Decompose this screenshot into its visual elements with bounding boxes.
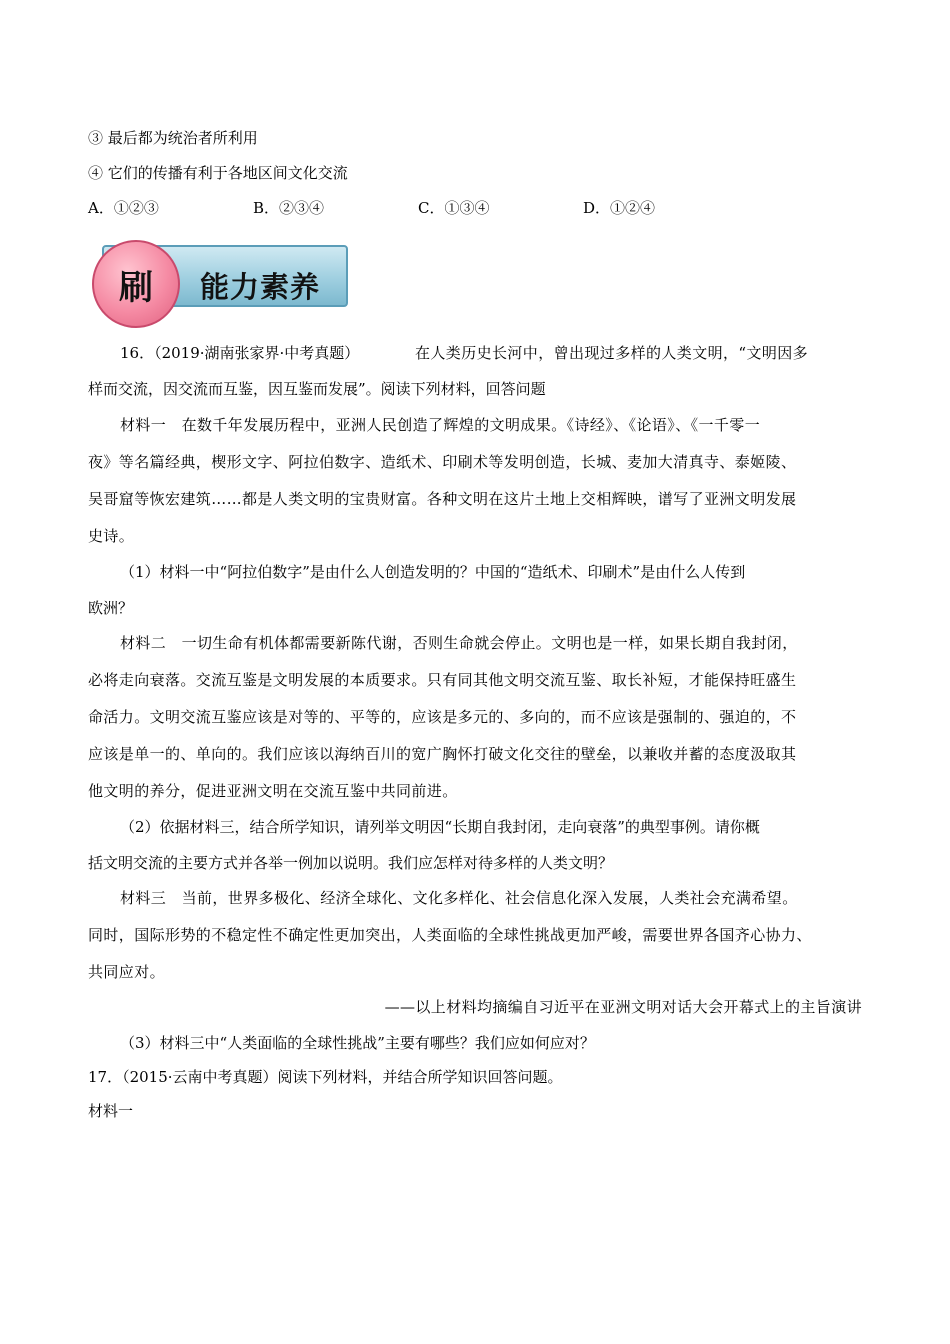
q16-question1-line2: 欧洲？ <box>88 599 134 617</box>
q16-material3-line1: 材料三 当前，世界多极化、经济全球化、文化多样化、社会信息化深入发展，人类社会充满希望。 <box>120 889 798 907</box>
q16-material3-line2: 同时，国际形势的不稳定性不确定性更加突出，人类面临的全球性挑战更加严峻，需要世界各国齐心协力、 <box>88 926 812 944</box>
q17-material1-label: 材料一 <box>88 1102 134 1120</box>
q16-source: ——以上材料均摘编自习近平在亚洲文明对话大会开幕式上的主旨演讲 <box>384 998 862 1016</box>
q16-material2-line5: 他文明的养分，促进亚洲文明在交流互鉴中共同前进。 <box>88 782 458 800</box>
option-item-3: ③ 最后都为统治者所利用 <box>88 129 258 147</box>
choice-c: C．①③④ <box>418 199 490 217</box>
q16-material1-line4: 史诗。 <box>88 527 135 545</box>
q16-question2-line2: 括文明交流的主要方式并各举一例加以说明。我们应怎样对待多样的人类文明？ <box>88 854 614 872</box>
choice-d: D．①②④ <box>583 199 656 217</box>
q16-head: 16．（2019·湖南张家界·中考真题） <box>120 344 360 362</box>
section-banner <box>92 242 350 310</box>
q16-intro-line1: 在人类历史长河中，曾出现过多样的人类文明，“文明因多 <box>415 344 809 362</box>
q16-intro-line2: 样而交流，因交流而互鉴，因互鉴而发展”。阅读下列材料，回答问题 <box>88 380 546 398</box>
q16-question2-line1: （2）依据材料三，结合所学知识，请列举文明因“长期自我封闭，走向衰落”的典型事例。请你概 <box>120 818 760 836</box>
q16-material2-line4: 应该是单一的、单向的。我们应该以海纳百川的宽广胸怀打破文化交往的壁垒，以兼收并蓄的态度汲取其 <box>88 745 797 763</box>
q16-material2-line2: 必将走向衰落。交流互鉴是文明发展的本质要求。只有同其他文明交流互鉴、取长补短，才能保持旺盛生 <box>88 671 797 689</box>
q16-material1-line1: 材料一 在数千年发展历程中，亚洲人民创造了辉煌的文明成果。《诗经》、《论语》、《一千零一 <box>120 416 761 434</box>
choice-b: B．②③④ <box>253 199 325 217</box>
q16-question3: （3）材料三中“人类面临的全球性挑战”主要有哪些？我们应如何应对？ <box>120 1034 595 1052</box>
q16-material3-line3: 共同应对。 <box>88 963 166 981</box>
banner-badge-char: 刷 <box>119 267 153 308</box>
choice-a: A．①②③ <box>88 199 159 217</box>
option-item-4: ④ 它们的传播有利于各地区间文化交流 <box>88 164 348 182</box>
q17-head: 17．（2015·云南中考真题）阅读下列材料，并结合所学知识回答问题。 <box>88 1068 563 1086</box>
banner-title: 能力素养 <box>200 270 321 304</box>
banner-badge <box>92 240 180 328</box>
q16-material2-line1: 材料二 一切生命有机体都需要新陈代谢，否则生命就会停止。文明也是一样，如果长期自我封闭， <box>120 634 798 652</box>
q16-question1-line1: （1）材料一中“阿拉伯数字”是由什么人创造发明的？中国的“造纸术、印刷术”是由什么人传到 <box>120 563 746 581</box>
q16-material1-line3: 吴哥窟等恢宏建筑……都是人类文明的宝贵财富。各种文明在这片土地上交相辉映，谱写了亚洲文明发展 <box>88 490 797 508</box>
q16-material2-line3: 命活力。文明交流互鉴应该是对等的、平等的，应该是多元的、多向的，而不应该是强制的、强迫的，不 <box>88 708 797 726</box>
q16-material1-line2: 夜》等名篇经典，楔形文字、阿拉伯数字、造纸术、印刷术等发明创造，长城、麦加大清真寺、泰姬陵、 <box>88 453 797 471</box>
